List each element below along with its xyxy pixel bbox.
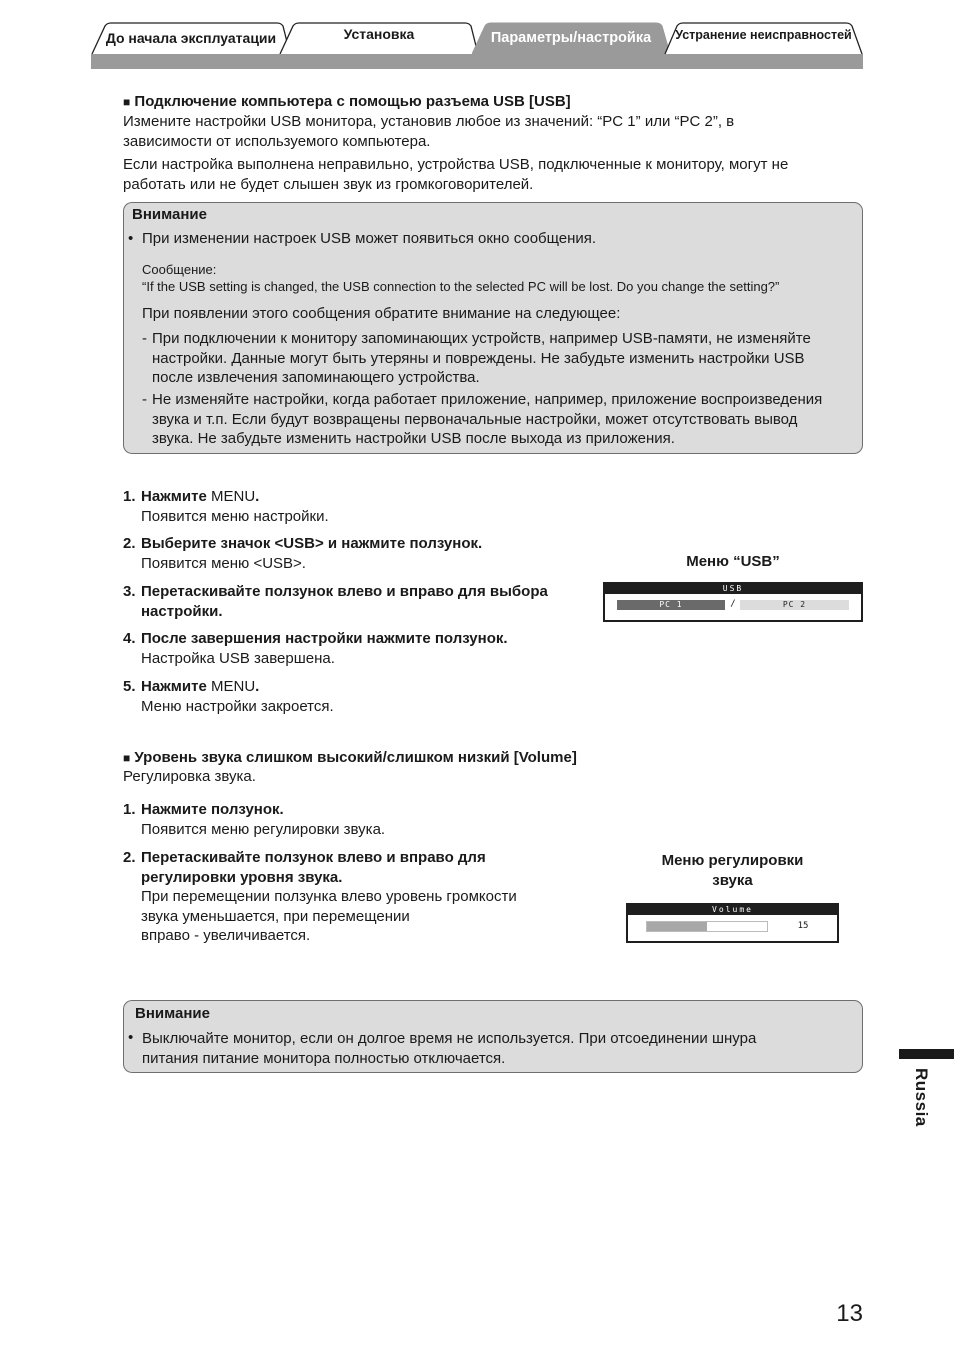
warning-text: Выключайте монитор, если он долгое время не используется. При отсоединении шнура питания питание монитора полностью отключается. [142,1030,757,1067]
tab-label: До начала эксплуатации [105,30,277,46]
tab-troubleshooting[interactable] [664,22,863,54]
usb-menu-osd [603,582,863,622]
warning-title: Внимание [132,206,207,223]
usb-step-5: 5. Нажмите MENU. Меню настройки закроется. [123,678,334,715]
side-label: Russia [912,1068,931,1127]
bullet-icon: • [128,1029,134,1046]
usb-step-2: 2. Выберите значок <USB> и нажмите ползунок. Появится меню <USB>. [123,535,483,572]
page-number: 13 [836,1300,863,1327]
volume-slider-track[interactable] [646,921,768,932]
tab-label: Параметры/настройка [490,30,652,46]
volume-section-heading: ■ Уровень звука слишком высокий/слишком низкий [Volume] [123,749,577,766]
volume-step-1: 1. Нажмите ползунок. Появится меню регулировки звука. [123,801,386,838]
warning-box-2 [123,1000,863,1073]
tab-installation[interactable] [279,22,479,54]
tab-bar-underline [91,54,863,69]
usb-step-3: 3. Перетаскивайте ползунок влево и вправо для выбора настройки. [123,583,548,620]
tab-settings[interactable] [472,22,670,54]
usb-step-4: 4. После завершения настройки нажмите ползунок. Настройка USB завершена. [123,630,508,667]
usb-para2: Если настройка выполнена неправильно, устройства USB, подключенные к монитору, могут не работать или не будет слышен звук из громкоговорителей. [123,156,789,193]
tab-label: Устранение неисправностей [675,28,852,42]
usb-para1: Измените настройки USB монитора, установив любое из значений: “PC 1” или “PC 2”, в зависимости от используемого компьютера. [123,113,735,150]
tab-label: Установка [343,26,415,42]
volume-menu-osd [626,903,839,943]
message-block: Сообщение: “If the USB setting is changed, the USB connection to the selected PC will be lost. Do you change the setting?” [142,262,780,294]
usb-step-1: 1. Нажмите MENU. Появится меню настройки. [123,488,329,525]
usb-menu-caption: Меню “USB” [686,553,780,570]
volume-desc: Регулировка звука. [123,768,256,785]
dash-item: - При подключении к монитору запоминающих устройств, например USB-памяти, не изменяйте настройки. Данные могут быть утеряны и повреждены. Не забудьте изменить настройки USB после извлечения запоминающего устройства. [142,330,811,386]
dash-item: - Не изменяйте настройки, когда работает приложение, например, приложение воспроизведения звука и т.п. Если будут возвращены первоначальные настройки, может отсутствовать вывод звука. Не забудьте изменить настройки USB после выхода из приложения. [142,391,823,447]
bullet-icon: • [128,230,134,247]
usb-menu-title: USB [722,584,744,593]
usb-option-separator: / [730,599,736,609]
volume-menu-title: Volume [712,905,753,914]
side-tab-bar [899,1049,954,1059]
usb-option-pc1[interactable]: PC 1 [617,600,725,610]
usb-section-heading: ■ Подключение компьютера с помощью разъема USB [USB] [123,93,571,110]
volume-menu-body [628,915,837,941]
volume-menu-caption: Меню регулировки звука [661,852,804,889]
warning-box [123,202,863,454]
volume-value: 15 [797,921,809,931]
warning-bullet-text: При изменении настроек USB может появиться окно сообщения. [142,230,597,247]
volume-slider-fill [647,922,707,931]
square-bullet-icon: ■ [123,95,131,109]
usb-option-pc2[interactable]: PC 2 [740,600,849,610]
attention-text: При появлении этого сообщения обратите внимание на следующее: [142,305,621,322]
volume-step-2: 2. Перетаскивайте ползунок влево и вправо для регулировки уровня звука. При перемещении ползунка влево уровень громкости звука уменьшается, при перемещении вправо - увеличивается. [123,849,517,944]
tab-before-use[interactable] [91,22,291,54]
warning-title: Внимание [135,1005,210,1022]
square-bullet-icon: ■ [123,751,131,765]
usb-menu-body [605,594,861,620]
